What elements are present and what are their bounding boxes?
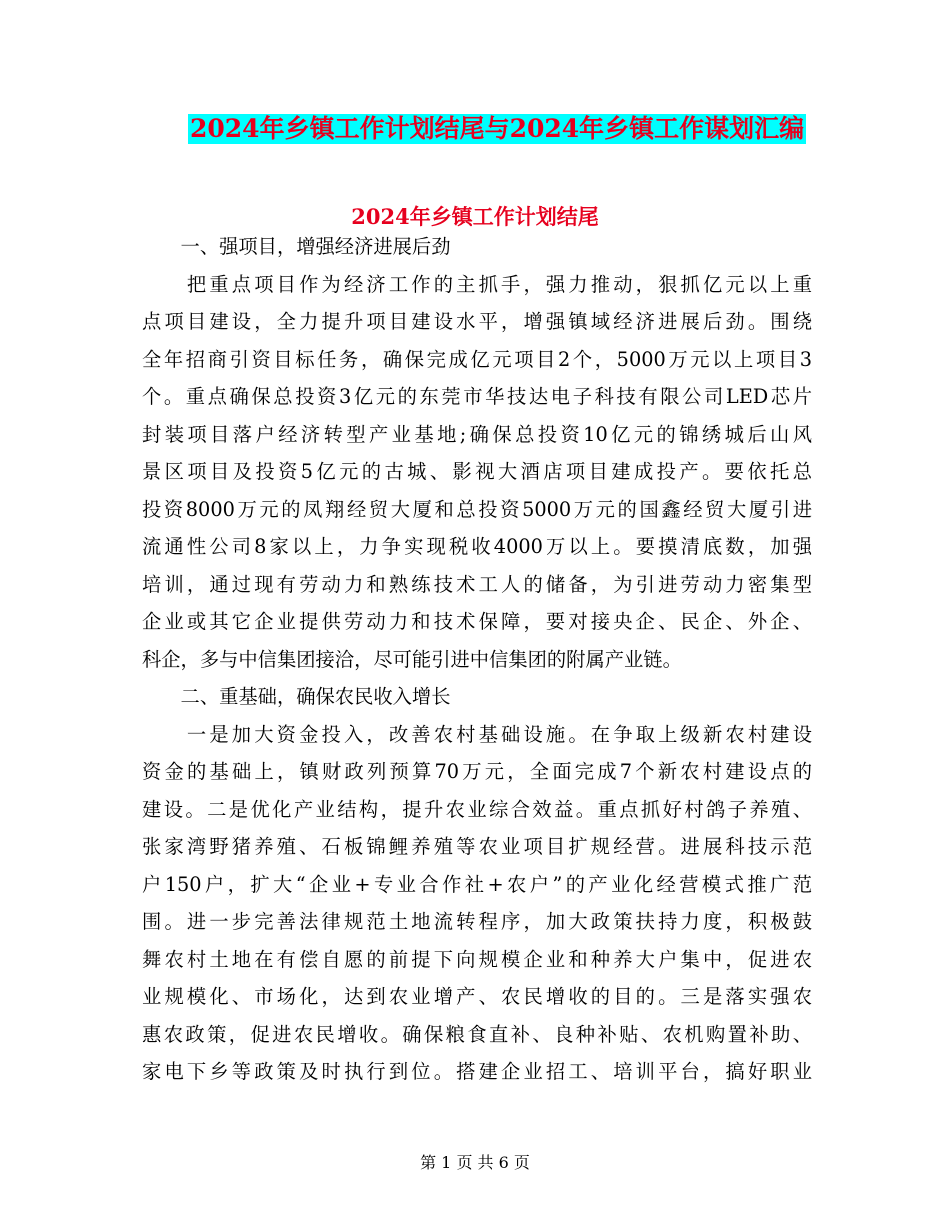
text-line: 把重点项目作为经济工作的主抓手，强力推动，狠抓亿元以上重 <box>142 272 812 296</box>
text-line: 家电下乡等政策及时执行到位。搭建企业招工、培训平台，搞好职业 <box>142 1060 812 1083</box>
text-line: 企业或其它企业提供劳动力和技术保障，要对接央企、民企、外企、 <box>142 610 812 633</box>
text-line: 围。进一步完善法律规范土地流转程序，加大政策扶持力度，积极鼓 <box>142 910 812 933</box>
document-body <box>142 228 812 1091</box>
text-line: 二、重基础，确保农民收入增长 <box>142 685 451 708</box>
text-line: 业规模化、市场化，达到农业增产、农民增收的目的。三是落实强农 <box>142 985 812 1008</box>
text-line: 张家湾野猪养殖、石板锦鲤养殖等农业项目扩规经营。进展科技示范 <box>142 835 812 858</box>
document-title: 2024年乡镇工作计划结尾与2024年乡镇工作谋划汇编 <box>190 114 805 143</box>
text-line: 惠农政策，促进农民增收。确保粮食直补、良种补贴、农机购置补助、 <box>142 1022 812 1046</box>
text-line: 资金的基础上，镇财政列预算70万元，全面完成7个新农村建设点的 <box>142 760 812 783</box>
section-title: 2024年乡镇工作计划结尾 <box>351 204 599 229</box>
text-line: 一、强项目，增强经济进展后劲 <box>142 235 451 258</box>
page-footer: 第 1 页 共 6 页 <box>420 1153 530 1172</box>
text-line: 封装项目落户经济转型产业基地;确保总投资10亿元的锦绣城后山风 <box>142 422 812 446</box>
text-line: 流通性公司8家以上，力争实现税收4000万以上。要摸清底数，加强 <box>142 535 812 558</box>
text-line: 点项目建设，全力提升项目建设水平，增强镇域经济进展后劲。围绕 <box>142 310 812 333</box>
text-line: 个。重点确保总投资3亿元的东莞市华技达电子科技有限公司LED芯片 <box>142 385 812 408</box>
text-line: 科企，多与中信集团接洽，尽可能引进中信集团的附属产业链。 <box>142 647 682 671</box>
text-line: 培训，通过现有劳动力和熟练技术工人的储备，为引进劳动力密集型 <box>142 572 812 596</box>
text-line: 全年招商引资目标任务，确保完成亿元项目2个，5000万元以上项目3 <box>142 347 812 371</box>
text-line: 建设。二是优化产业结构，提升农业综合效益。重点抓好村鸽子养殖、 <box>142 797 812 821</box>
text-line: 景区项目及投资5亿元的古城、影视大酒店项目建成投产。要依托总 <box>142 460 812 483</box>
text-line: 一是加大资金投入，改善农村基础设施。在争取上级新农村建设 <box>142 722 812 746</box>
text-line: 舞农村土地在有偿自愿的前提下向规模企业和种养大户集中，促进农 <box>142 947 812 971</box>
text-line: 户150户，扩大“企业+专业合作社+农户”的产业化经营模式推广范 <box>142 872 812 896</box>
text-line: 投资8000万元的凤翔经贸大厦和总投资5000万元的国鑫经贸大厦引进 <box>142 497 812 521</box>
